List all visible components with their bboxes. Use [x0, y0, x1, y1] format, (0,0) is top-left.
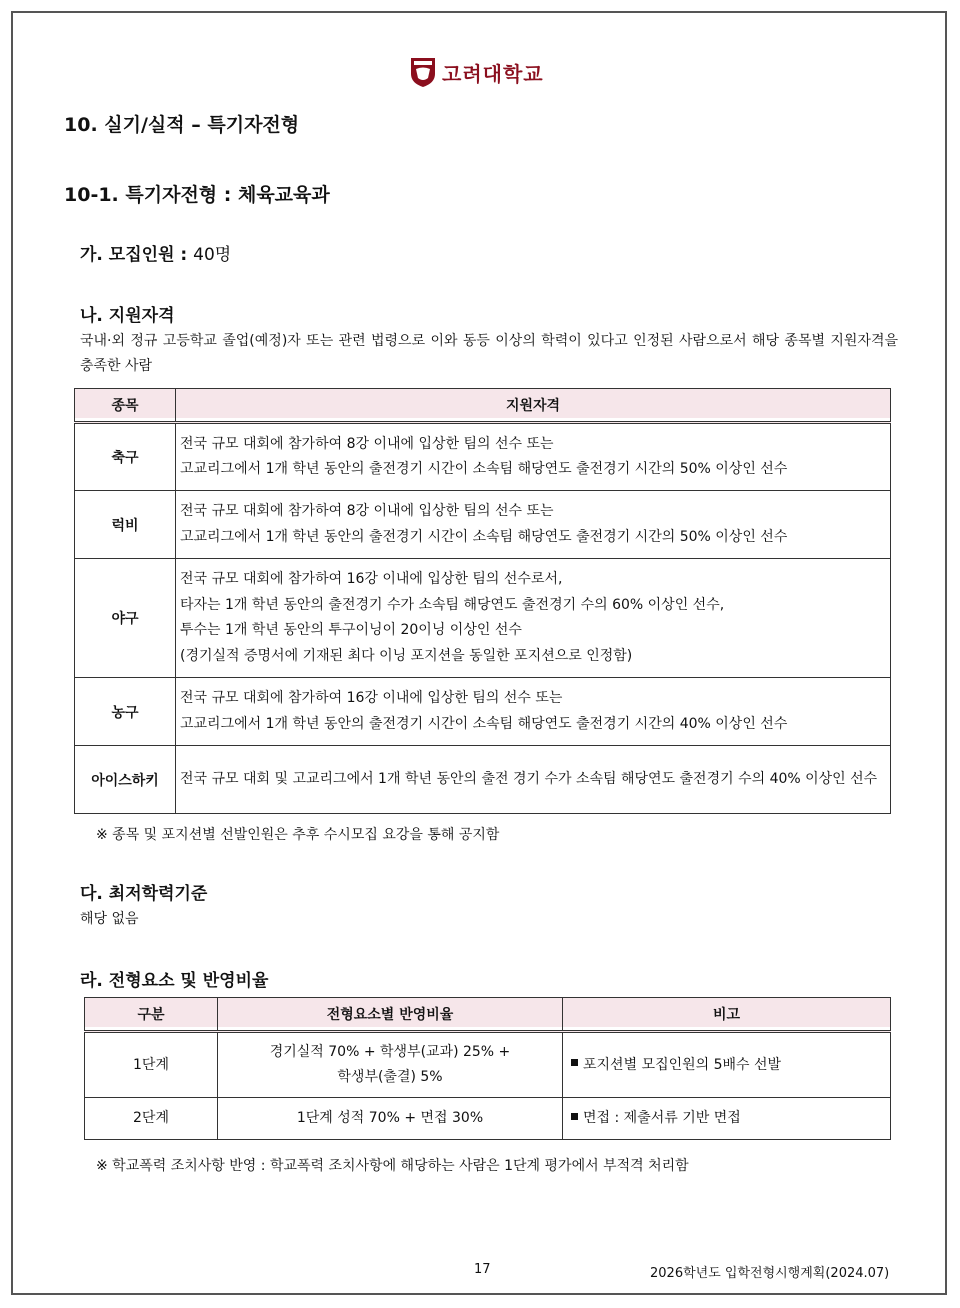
- eligibility-line: 전국 규모 대회에 참가하여 16강 이내에 입상한 팀의 선수로서,: [180, 571, 563, 587]
- eligibility-line: 전국 규모 대회에 참가하여 8강 이내에 입상한 팀의 선수 또는: [180, 435, 554, 452]
- table-row: [75, 746, 891, 814]
- eligibility-table: [74, 388, 891, 814]
- table-row: [75, 423, 891, 491]
- selection-note: ※ 종목 및 포지션별 선발인원은 추후 수시모집 요강을 통해 공지함: [96, 827, 500, 843]
- table-header: 지원자격: [176, 389, 891, 423]
- sport-cell: 아이스하키: [75, 746, 176, 814]
- section-eligibility-title: 나. 지원자격: [80, 306, 175, 326]
- sport-cell: 야구: [75, 559, 176, 678]
- square-bullet-icon: [571, 1059, 578, 1066]
- table-header: 비고: [563, 998, 891, 1032]
- eligibility-line: (경기실적 증명서에 기재된 최다 이닝 포지션을 동일한 포지션으로 인정함): [180, 647, 633, 664]
- section-recruit-count: [80, 240, 231, 265]
- eligibility-line: 전국 규모 대회에 참가하여 8강 이내에 입상한 팀의 선수 또는: [180, 503, 554, 519]
- table-row: [85, 1098, 891, 1140]
- eligibility-cell: [176, 423, 891, 491]
- table-header: 종목: [75, 389, 176, 423]
- stage-cell: 2단계: [85, 1098, 218, 1140]
- eligibility-line: 투수는 1개 학년 동안의 투구이닝이 20이닝 이상인 선수: [180, 622, 522, 638]
- eligibility-description: 국내·외 정규 고등학교 졸업(예정)자 또는 관련 법령으로 이와 동등 이상의 학력이 있다고 인정된 사람으로서 해당 종목별 지원자격을 충족한 사람: [80, 333, 898, 374]
- ratio-line: 학생부(출결) 5%: [337, 1069, 443, 1085]
- university-name: 고려대학교: [442, 61, 544, 86]
- remark-cell: [563, 1098, 891, 1140]
- square-bullet-icon: [571, 1113, 578, 1120]
- page-subtitle: 10-1. 특기자전형 : 체육교육과: [64, 184, 330, 206]
- remark-text: 포지션별 모집인원의 5배수 선발: [583, 1056, 782, 1073]
- table-row: [75, 491, 891, 559]
- section-value: 40명: [193, 245, 232, 265]
- page-number: 17: [474, 1262, 491, 1277]
- table-header: 전형요소별 반영비율: [218, 998, 563, 1032]
- table-row: [85, 1032, 891, 1098]
- min-standard-value: 해당 없음: [80, 911, 139, 927]
- evaluation-table: [84, 997, 891, 1140]
- document-title: 2026학년도 입학전형시행계획(2024.07): [650, 1266, 890, 1281]
- ratio-cell: 1단계 성적 70% + 면접 30%: [218, 1098, 563, 1140]
- eligibility-line: 고교리그에서 1개 학년 동안의 출전경기 시간이 소속팀 해당연도 출전경기 시간의 40% 이상인 선수: [180, 715, 788, 732]
- eligibility-line: 타자는 1개 학년 동안의 출전경기 수가 소속팀 해당연도 출전경기 수의 60% 이상인 선수,: [180, 596, 725, 613]
- remark-text: 면접 : 제출서류 기반 면접: [583, 1110, 741, 1126]
- remark-cell: [563, 1032, 891, 1098]
- page-title: 10. 실기/실적 – 특기자전형: [64, 114, 300, 136]
- eligibility-cell: 전국 규모 대회 및 고교리그에서 1개 학년 동안의 출전 경기 수가 소속팀 해당연도 출전경기 수의 40% 이상인 선수: [176, 746, 891, 814]
- table-row: [75, 559, 891, 678]
- eligibility-cell: [176, 491, 891, 559]
- ratio-line: 경기실적 70% + 학생부(교과) 25% +: [269, 1044, 511, 1060]
- university-logo: [410, 56, 544, 88]
- eligibility-line: 고교리그에서 1개 학년 동안의 출전경기 시간이 소속팀 해당연도 출전경기 시간의 50% 이상인 선수: [180, 461, 788, 477]
- ratio-cell: [218, 1032, 563, 1098]
- eligibility-cell: [176, 559, 891, 678]
- eligibility-line: 전국 규모 대회에 참가하여 16강 이내에 입상한 팀의 선수 또는: [180, 690, 563, 706]
- table-header: 구분: [85, 998, 218, 1032]
- sport-cell: 럭비: [75, 491, 176, 559]
- section-label: 가. 모집인원 :: [80, 245, 194, 265]
- sport-cell: 축구: [75, 423, 176, 491]
- section-evaluation-title: 라. 전형요소 및 반영비율: [80, 971, 269, 991]
- school-violence-note: ※ 학교폭력 조치사항 반영 : 학교폭력 조치사항에 해당하는 사람은 1단계 평가에서 부적격 처리함: [96, 1158, 689, 1174]
- table-row: [75, 678, 891, 746]
- sport-cell: 농구: [75, 678, 176, 746]
- section-min-standard-title: 다. 최저학력기준: [80, 884, 208, 904]
- eligibility-line: 고교리그에서 1개 학년 동안의 출전경기 시간이 소속팀 해당연도 출전경기 시간의 50% 이상인 선수: [180, 528, 788, 545]
- eligibility-cell: [176, 678, 891, 746]
- crest-icon: [410, 56, 436, 88]
- stage-cell: 1단계: [85, 1032, 218, 1098]
